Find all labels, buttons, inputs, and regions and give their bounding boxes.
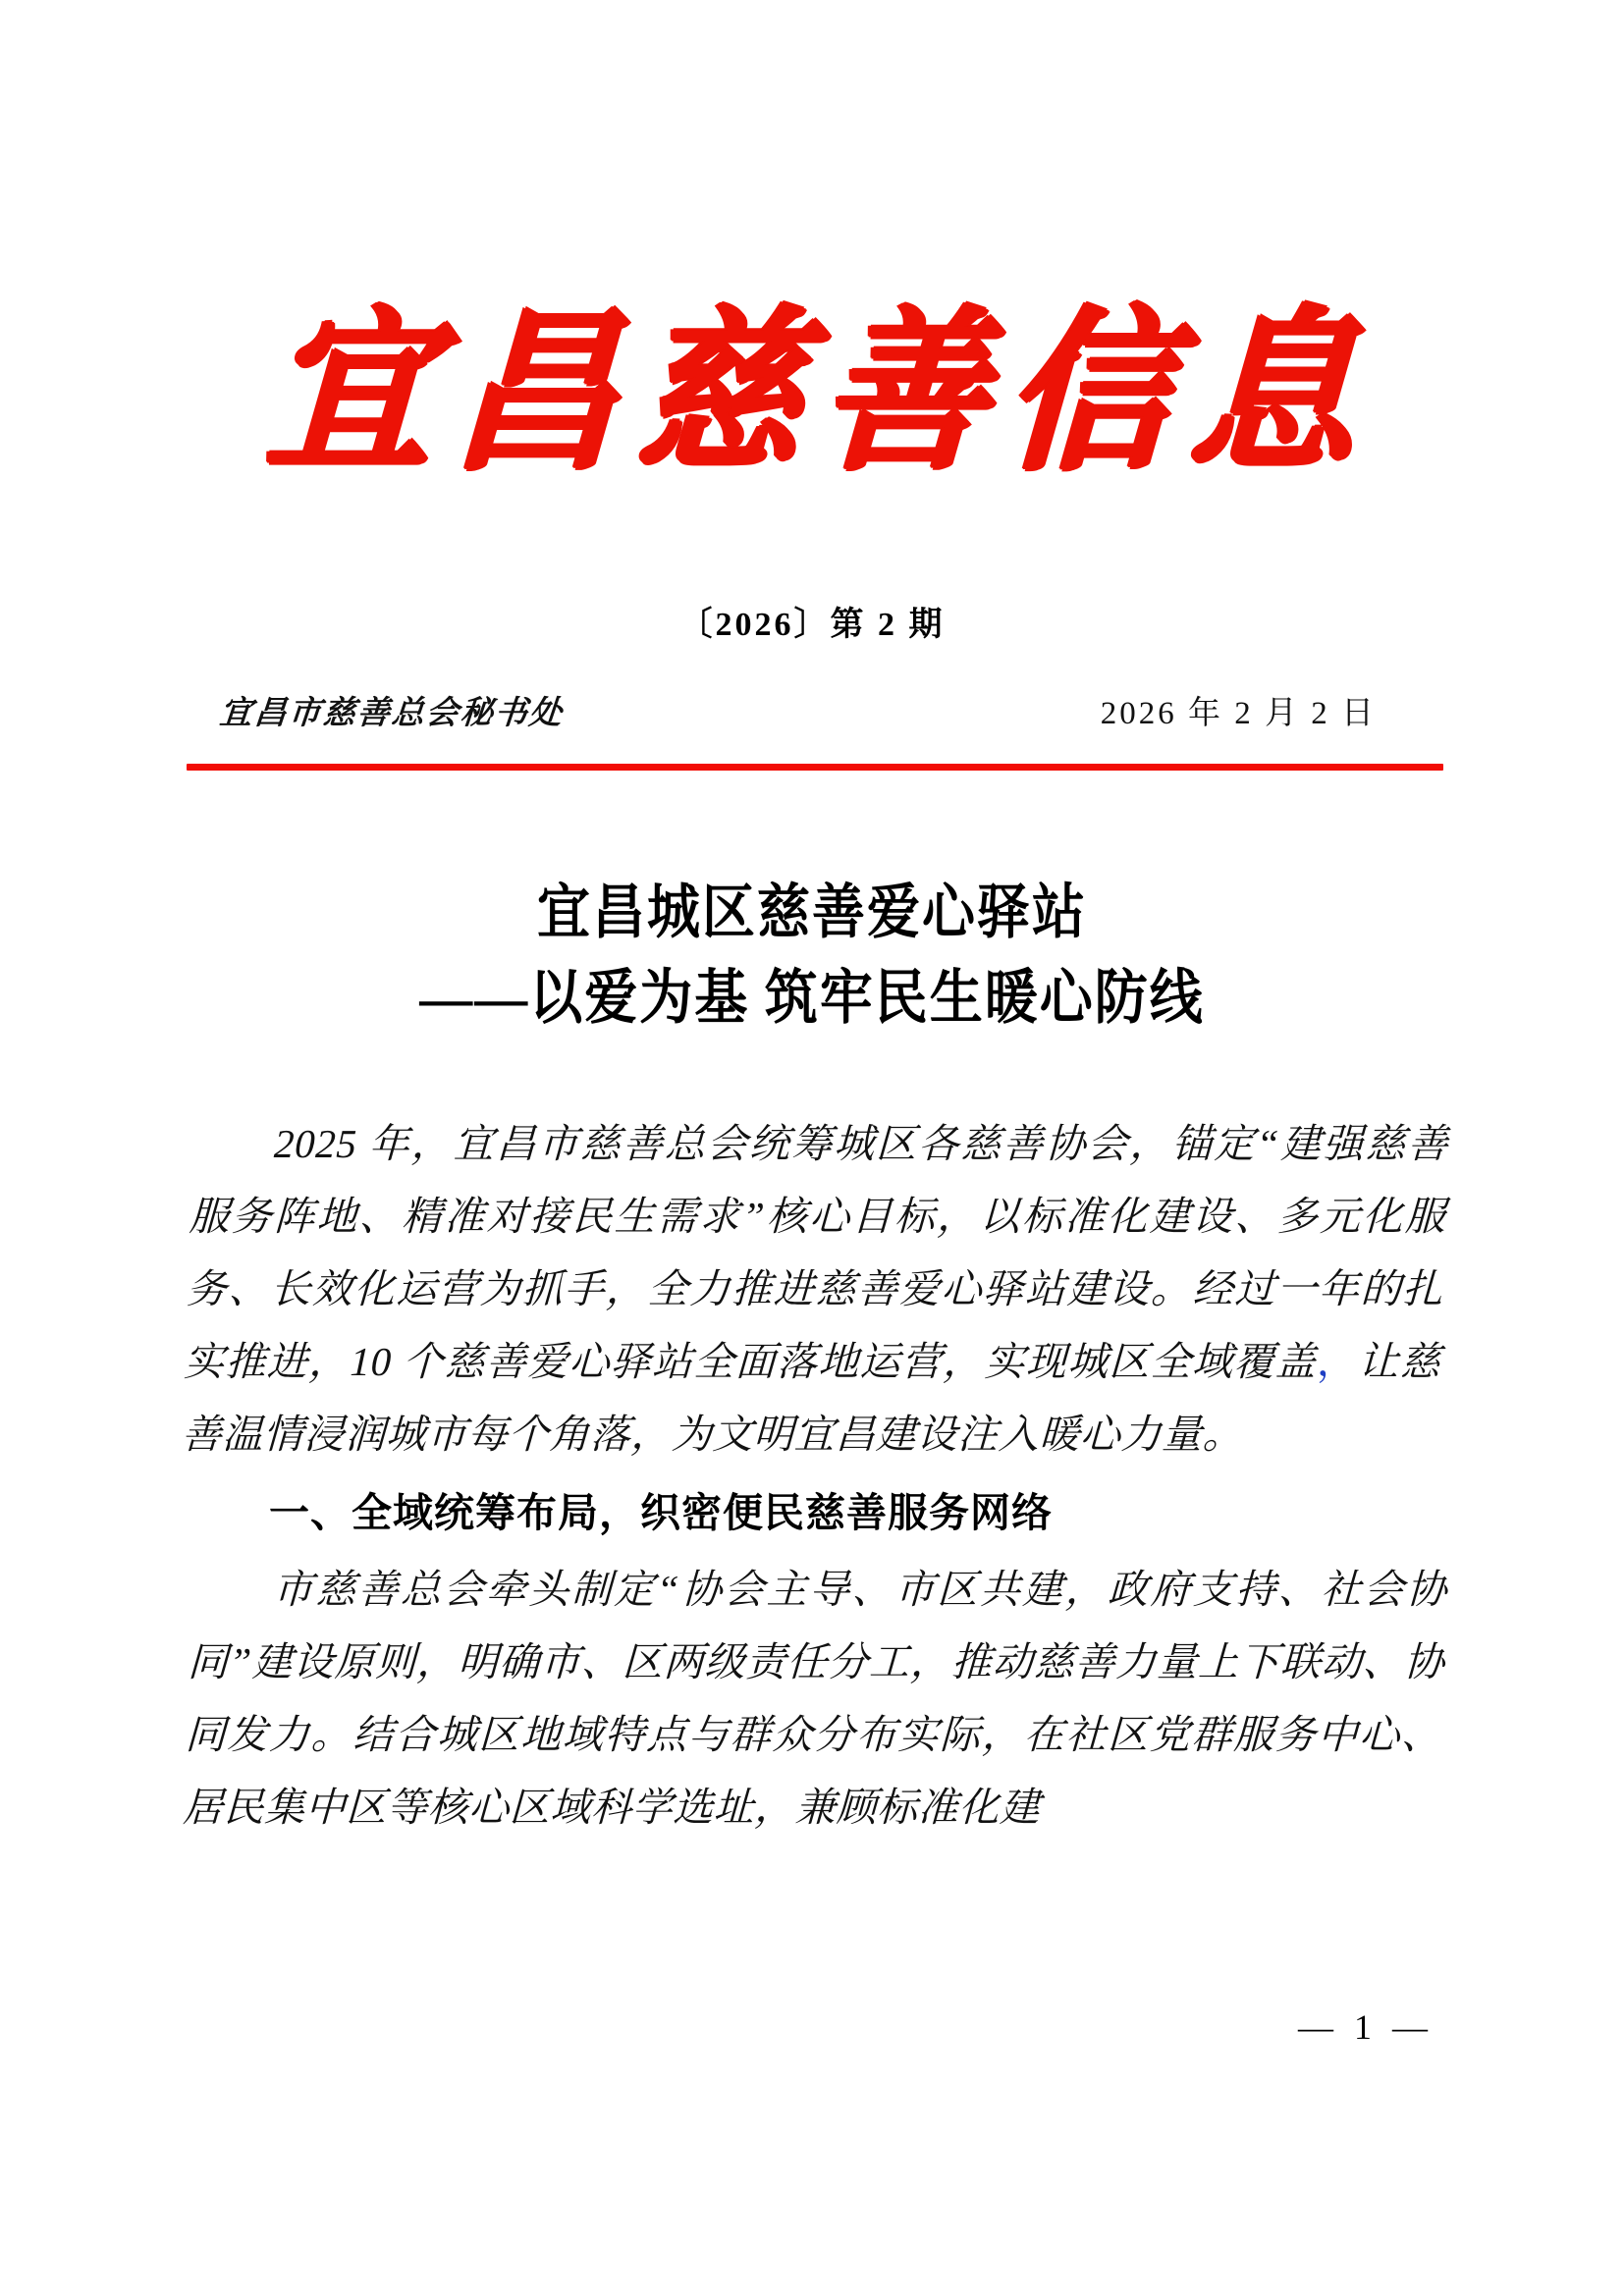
issue-number: 〔2026〕第 2 期: [678, 607, 946, 643]
body-paragraph-1-part-b: 让慈善温情浸润城市每个角落，为文明宜昌建设注入暖心力量。: [181, 1339, 1442, 1457]
masthead: [0, 297, 1624, 492]
body-paragraph-1: [181, 1107, 1450, 1470]
publication-date: 2026 年 2 月 2 日: [1100, 696, 1377, 731]
blue-comma-edit-mark: ，: [1316, 1339, 1360, 1384]
section-heading-1: 一、全域统筹布局，织密便民慈善服务网络: [269, 1490, 1053, 1535]
document-title-main: 宜昌城区慈善爱心驿站: [537, 879, 1087, 945]
page-number: — 1 —: [1298, 2007, 1434, 2047]
body-paragraph-1-part-a: 2025 年，宜昌市慈善总会统筹城区各慈善协会，锚定“建强慈善服务阵地、精准对接民生需求”核心目标，以标准化建设、多元化服务、长效化运营为抓手，全力推进慈善爱心驿站建设。经过一年的扎实推进，10 个慈善爱心驿站全面落地运营，实现城区全域覆盖: [183, 1121, 1449, 1384]
document-title-subtitle: ——以爱为基 筑牢民生暖心防线: [419, 964, 1205, 1032]
red-divider-rule: [187, 764, 1443, 771]
publisher-name: 宜昌市慈善总会秘书处: [218, 696, 566, 731]
masthead-title: 宜昌慈善信息: [263, 297, 1380, 492]
document-body: [181, 1107, 1449, 1845]
document-title: [0, 874, 1624, 1030]
masthead-meta-row: [218, 687, 1406, 733]
body-paragraph-2: 市慈善总会牵头制定“协会主导、市区共建，政府支持、社会协同”建设原则，明确市、区两级责任分工，推动慈善力量上下联动、协同发力。结合城区地域特点与群众分布实际，在社区党群服务中心、居民集中区等核心区域科学选址，兼顾标准化建: [182, 1567, 1448, 1830]
